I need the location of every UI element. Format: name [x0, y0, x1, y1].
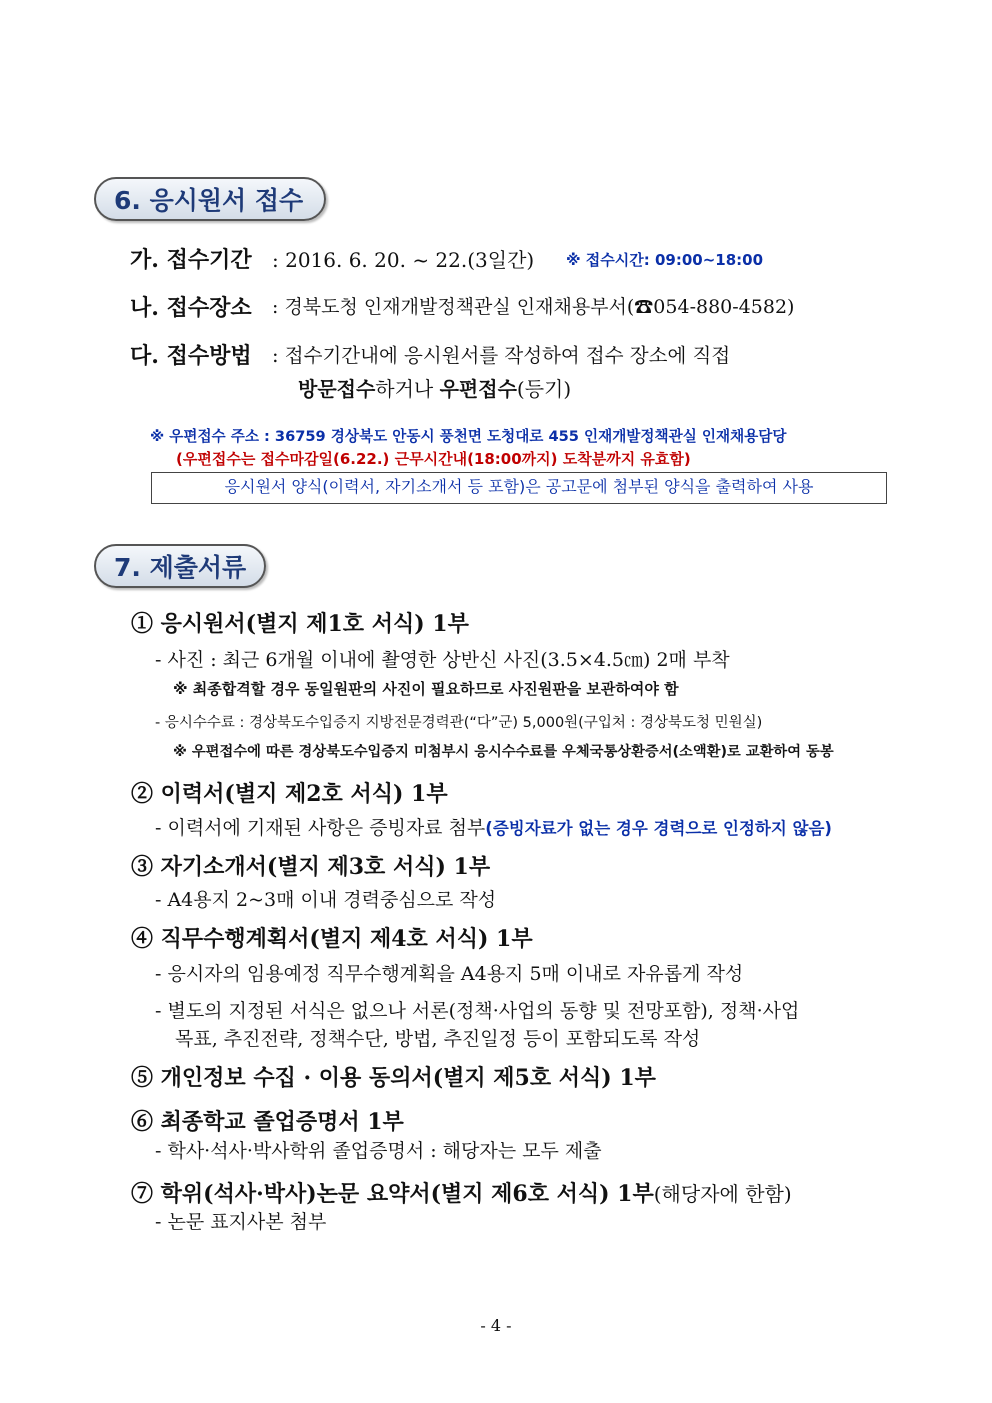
doc-item-1-photo: - 사진 : 최근 6개월 이내에 촬영한 상반신 사진(3.5×4.5㎝) 2매 부착 — [155, 649, 730, 671]
doc-item-2-sub-text: - 이력서에 기재된 사항은 증빙자료 첨부 — [155, 817, 486, 839]
doc-item-1-photo-note: ※ 최종합격할 경우 동일원판의 사진이 필요하므로 사진원판을 보관하여야 함 — [173, 680, 679, 698]
form-download-notice: 응시원서 양식(이력서, 자기소개서 등 포함)은 공고문에 첨부된 양식을 출력하여 사용 — [151, 472, 887, 504]
receipt-method-label: 다. 접수방법 — [130, 343, 252, 369]
doc-item-7-text: ⑦ 학위(석사·박사)논문 요약서(별지 제6호 서식) 1부 — [131, 1181, 654, 1207]
postal-deadline-note: (우편접수는 접수마감일(6.22.) 근무시간내(18:00까지) 도착분까지 유효함) — [176, 450, 691, 468]
doc-item-4: ④ 직무수행계획서(별지 제4호 서식) 1부 — [131, 926, 533, 952]
doc-item-1-fee: - 응시수수료 : 경상북도수입증지 지방전문경력관(“다”군) 5,000원(구입처 : 경상북도청 민원실) — [155, 715, 763, 731]
section-7-title: 7. 제출서류 — [94, 544, 266, 588]
doc-item-4-sub-2-line2: 목표, 추진전략, 정책수단, 방법, 추진일정 등이 포함되도록 작성 — [175, 1028, 701, 1050]
receipt-method-line1: : 접수기간내에 응시원서를 작성하여 접수 장소에 직접 — [272, 344, 731, 367]
receipt-method-line2 — [298, 373, 571, 402]
doc-item-2: ② 이력서(별지 제2호 서식) 1부 — [131, 781, 448, 807]
section-6-title: 6. 응시원서 접수 — [94, 177, 326, 221]
registered-mail: (등기) — [516, 377, 572, 401]
doc-item-4-sub-1: - 응시자의 임용예정 직무수행계획을 A4용지 5매 이내로 자유롭게 작성 — [155, 963, 744, 985]
receipt-period-value: : 2016. 6. 20. ~ 22.(3일간) — [272, 248, 535, 272]
receipt-time-note: ※ 접수시간: 09:00~18:00 — [566, 251, 764, 269]
receipt-place-value: : 경북도청 인재개발정책관실 인재채용부서(☎054-880-4582) — [272, 296, 795, 318]
doc-item-3: ③ 자기소개서(별지 제3호 서식) 1부 — [131, 854, 491, 880]
doc-item-6: ⑥ 최종학교 졸업증명서 1부 — [131, 1109, 404, 1135]
doc-item-2-sub — [155, 813, 832, 840]
doc-item-7-sub: - 논문 표지사본 첨부 — [155, 1211, 327, 1233]
postal-receipt: 우편접수 — [439, 377, 517, 401]
doc-item-5: ⑤ 개인정보 수집 · 이용 동의서(별지 제5호 서식) 1부 — [131, 1065, 656, 1091]
doc-item-4-sub-2-line1: - 별도의 지정된 서식은 없으나 서론(정책·사업의 동향 및 전망포함), 정책·사업 — [155, 1000, 800, 1022]
postal-address-note: ※ 우편접수 주소 : 36759 경상북도 안동시 풍천면 도청대로 455 인재개발정책관실 인재채용담당 — [150, 428, 787, 445]
visit-receipt: 방문접수 — [298, 377, 376, 401]
or-text: 하거나 — [375, 377, 440, 401]
doc-item-1-fee-note: ※ 우편접수에 따른 경상북도수입증지 미첨부시 응시수수료를 우체국통상환증서(소액환)로 교환하여 동봉 — [173, 744, 834, 760]
page-number: - 4 - — [480, 1316, 512, 1335]
doc-item-1: ① 응시원서(별지 제1호 서식) 1부 — [131, 611, 469, 637]
receipt-period-label: 가. 접수기간 — [130, 247, 252, 273]
doc-item-2-sub-note: (증빙자료가 없는 경우 경력으로 인정하지 않음) — [485, 819, 832, 838]
doc-item-7 — [131, 1177, 792, 1208]
doc-item-3-sub: - A4용지 2~3매 이내 경력중심으로 작성 — [155, 889, 497, 911]
doc-item-6-sub: - 학사·석사·박사학위 졸업증명서 : 해당자는 모두 제출 — [155, 1140, 602, 1162]
doc-item-7-paren: (해당자에 한함) — [653, 1182, 792, 1206]
receipt-place-label: 나. 접수장소 — [130, 295, 252, 321]
